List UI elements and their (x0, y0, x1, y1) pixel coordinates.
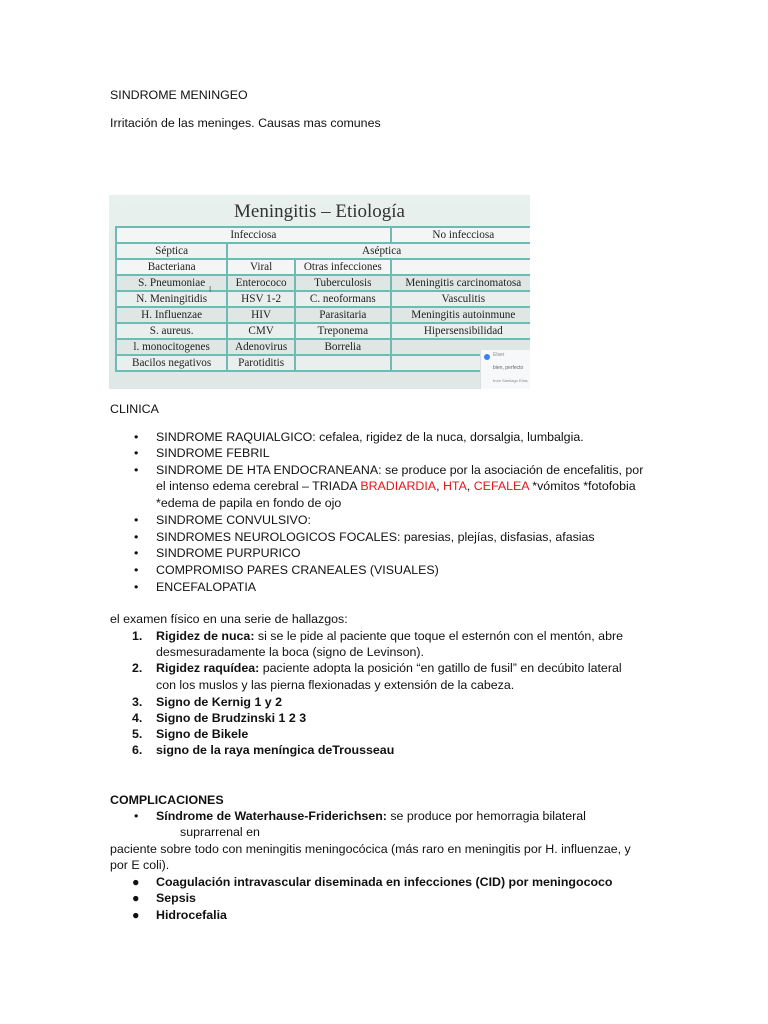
page-title: SINDROME MENINGEO (110, 88, 248, 102)
table-cell: Parotiditis (227, 355, 295, 371)
list-item-text: paciente adopta la posición “en gatillo de fusil” en decúbito lateral (259, 661, 622, 675)
list-item-text: SINDROME DE HTA ENDOCRANEANA: se produce por la asociación de encefalitis, por (156, 463, 644, 477)
list-number: 2. (132, 661, 143, 675)
table-row (116, 339, 530, 355)
list-item-text: signo de la raya meníngica deTrousseau (156, 743, 395, 757)
table-cell: HIV (227, 307, 295, 323)
list-item (134, 809, 586, 823)
header-aseptica: Aséptica (227, 243, 530, 259)
separator: , (436, 479, 443, 493)
list-item-label: Síndrome de Waterhause-Friderichsen: (156, 809, 387, 823)
list-number: 4. (132, 711, 143, 725)
header-empty (391, 259, 530, 275)
bullet-icon: • (134, 513, 139, 527)
table-cell: l. monocitogenes (116, 339, 227, 355)
list-item (134, 463, 644, 477)
bullet-icon: ● (132, 908, 140, 922)
list-item (132, 711, 307, 725)
table-cell: Meningitis autoinmune (391, 307, 530, 323)
page-subtitle: Irritación de las meninges. Causas mas comunes (110, 116, 381, 130)
list-item (134, 446, 270, 460)
complicaciones-heading: COMPLICACIONES (110, 793, 224, 807)
text-cursor-icon: I (209, 285, 212, 294)
list-item-text: COMPROMISO PARES CRANEALES (VISUALES) (156, 563, 439, 577)
bullet-icon: • (134, 563, 139, 577)
list-item (134, 546, 301, 560)
list-item-text: Hidrocefalia (156, 908, 227, 922)
bullet-icon: • (134, 446, 139, 460)
clinica-heading: CLINICA (110, 402, 159, 416)
header-otras: Otras infecciones (295, 259, 391, 275)
table-cell: C. neoformans (295, 291, 391, 307)
table-cell: Borrelia (295, 339, 391, 355)
table-cell: HSV 1-2 (227, 291, 295, 307)
list-item-label: Rigidez de nuca: (156, 629, 255, 643)
list-item-continuation (156, 479, 636, 493)
bullet-icon: • (134, 809, 139, 823)
chat-avatar-icon (484, 354, 490, 360)
table-cell (295, 355, 391, 371)
list-item-continuation: *edema de papila en fondo de ojo (156, 496, 342, 510)
paragraph-line: por E coli). (110, 858, 170, 872)
table-row (116, 307, 530, 323)
list-item-text: Sepsis (156, 891, 196, 905)
list-item (134, 430, 584, 444)
list-item (132, 695, 282, 709)
triad-cefalea: CEFALEA (473, 479, 529, 493)
list-item-text: ENCEFALOPATIA (156, 580, 257, 594)
list-item (132, 743, 395, 757)
list-item (134, 530, 595, 544)
header-no-infecciosa: No infecciosa (391, 227, 530, 243)
table-cell: H. Influenzae (116, 307, 227, 323)
table-cell: S. aureus. (116, 323, 227, 339)
list-item-text: se produce por hemorragia bilateral (386, 809, 586, 823)
list-item-continuation: desmesuradamente la boca (signo de Levinson). (156, 645, 424, 659)
table-row (116, 275, 530, 291)
table-cell: Treponema (295, 323, 391, 339)
etiology-table-image (109, 195, 530, 389)
list-number: 5. (132, 727, 143, 741)
list-item (134, 580, 257, 594)
etiology-table (115, 226, 530, 372)
table-row (116, 323, 530, 339)
list-item-label: Rigidez raquídea: (156, 661, 260, 675)
list-item (132, 875, 613, 889)
list-item (132, 908, 227, 922)
triad-bradicardia: BRADIARDIA (360, 479, 437, 493)
list-number: 1. (132, 629, 143, 643)
list-item-text: el intenso edema cerebral – TRIADA (156, 479, 361, 493)
table-cell: Tuberculosis (295, 275, 391, 291)
table-title: Meningitis – Etiología (234, 201, 405, 222)
chat-name: Elser (493, 352, 505, 358)
list-item-text: SINDROME RAQUIALGICO: cefalea, rigidez de la nuca, dorsalgia, lumbalgia. (156, 430, 584, 444)
list-item-text: SINDROME PURPURICO (156, 546, 301, 560)
list-item-text: SINDROMES NEUROLOGICOS FOCALES: paresias, plejías, disfasias, afasias (156, 530, 595, 544)
table-row (116, 291, 530, 307)
table-cell: Bacilos negativos (116, 355, 227, 371)
table-cell: Meningitis carcinomatosa (391, 275, 530, 291)
chat-message: bien, perfecto (493, 365, 524, 371)
list-item (132, 891, 196, 905)
bullet-icon: ● (132, 891, 140, 905)
header-viral: Viral (227, 259, 295, 275)
table-cell: S. Pneumoniae (116, 275, 227, 291)
table-cell: Vasculitis (391, 291, 530, 307)
bullet-icon: ● (132, 875, 140, 889)
header-infecciosa: Infecciosa (116, 227, 391, 243)
bullet-icon: • (134, 463, 139, 477)
table-cell: CMV (227, 323, 295, 339)
table-cell: Adenovirus (227, 339, 295, 355)
chat-popup (480, 350, 530, 389)
list-item-text: si se le pide al paciente que toque el esternón con el mentón, abre (254, 629, 623, 643)
list-item-text: Coagulación intravascular diseminada en infecciones (CID) por meningococo (156, 875, 613, 889)
bullet-icon: • (134, 530, 139, 544)
list-item-text: Signo de Kernig 1 y 2 (156, 695, 282, 709)
list-item (134, 563, 439, 577)
list-item-text: SINDROME FEBRIL (156, 446, 270, 460)
bullet-icon: • (134, 430, 139, 444)
list-number: 6. (132, 743, 143, 757)
paragraph-line: paciente sobre todo con meningitis meningocócica (más raro en meningitis por H. influenzae, y (110, 842, 631, 856)
list-item-continuation: con los muslos y las pierna flexionadas y extensión de la cabeza. (156, 678, 515, 692)
examen-intro: el examen físico en una serie de hallazgos: (110, 612, 348, 626)
list-item-text: Signo de Bikele (156, 727, 249, 741)
list-number: 3. (132, 695, 143, 709)
list-item-continuation: suprarrenal en (180, 825, 260, 839)
table-row (116, 355, 530, 371)
list-item (132, 727, 249, 741)
table-cell: Hipersensibilidad (391, 323, 530, 339)
table-cell: Parasitaria (295, 307, 391, 323)
header-septica: Séptica (116, 243, 227, 259)
list-item-text: Signo de Brudzinski 1 2 3 (156, 711, 307, 725)
triad-hta: HTA (442, 479, 467, 493)
table-cell: N. Meningitidis (116, 291, 227, 307)
header-bacteriana: Bacteriana (116, 259, 227, 275)
list-item-text: *vómitos *fotofobia (528, 479, 636, 493)
list-item (134, 513, 311, 527)
bullet-icon: • (134, 580, 139, 594)
list-item-text: SINDROME CONVULSIVO: (156, 513, 311, 527)
table-cell: Enterococo (227, 275, 295, 291)
separator: , (466, 479, 474, 493)
list-item (132, 661, 622, 675)
bullet-icon: • (134, 546, 139, 560)
chat-from: from Santiago Elias (493, 378, 528, 383)
list-item (132, 629, 623, 643)
